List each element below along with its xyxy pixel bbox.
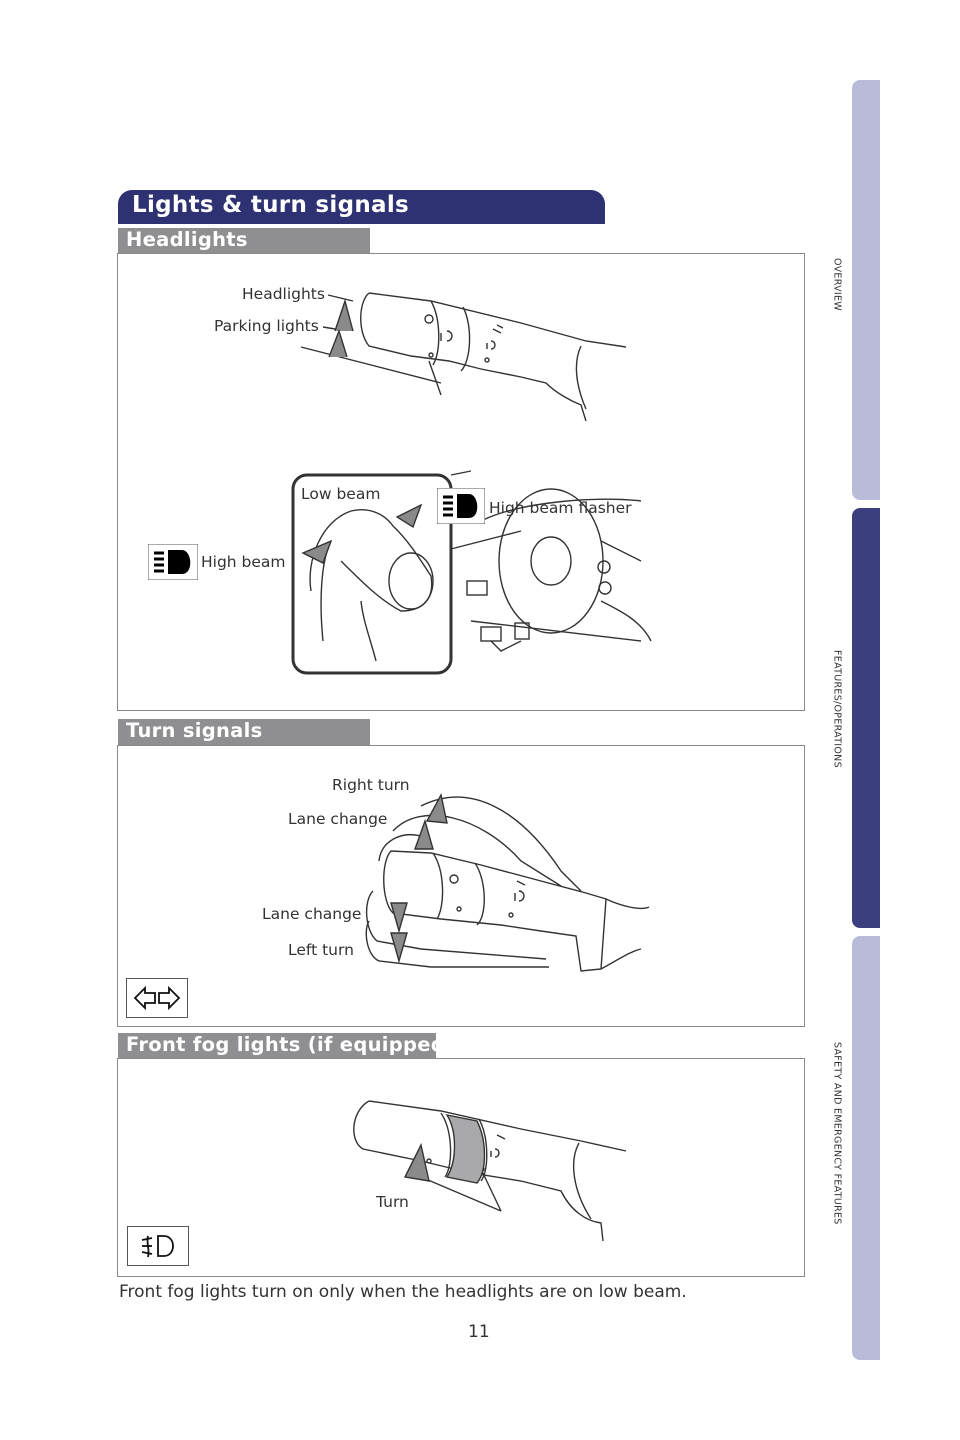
fog-light-illustration [118, 1059, 804, 1276]
turn-signal-illustration [118, 746, 804, 1026]
panel-turn-signals [117, 745, 805, 1027]
fog-light-note: Front fog lights turn on only when the headlights are on low beam. [119, 1282, 687, 1302]
page-number: 11 [468, 1322, 490, 1342]
label-high-beam: High beam [201, 553, 286, 571]
turn-signal-arrows-icon [127, 979, 187, 1017]
section-title-turn-signals: Turn signals [126, 719, 263, 742]
title-bar [118, 190, 605, 224]
side-tab-features[interactable] [852, 508, 880, 928]
panel-fog [117, 1058, 805, 1277]
section-title-headlights: Headlights [126, 228, 248, 251]
label-right-turn: Right turn [332, 776, 410, 794]
high-beam-icon [148, 544, 198, 580]
page-title: Lights & turn signals [132, 192, 410, 218]
section-header-turn-signals [118, 719, 370, 745]
label-low-beam: Low beam [301, 485, 381, 503]
side-label-safety: SAFETY AND EMERGENCY FEATURES [831, 1042, 843, 1225]
section-header-fog [118, 1033, 455, 1059]
side-tab-overview[interactable] [852, 80, 880, 500]
fog-light-icon-box [127, 1226, 189, 1266]
label-high-beam-flasher: High beam flasher [489, 499, 632, 517]
label-turn: Turn [376, 1193, 409, 1211]
high-beam-flasher-icon [437, 488, 485, 524]
section-header-headlights [118, 228, 370, 254]
label-left-turn: Left turn [288, 941, 354, 959]
side-label-features: FEATURES/OPERATIONS [831, 650, 843, 768]
section-title-fog: Front fog lights (if equipped) [126, 1033, 455, 1056]
front-fog-light-icon [128, 1227, 188, 1265]
side-tab-safety[interactable] [852, 936, 880, 1360]
side-label-overview: OVERVIEW [831, 258, 843, 311]
label-lane-change-down: Lane change [262, 905, 362, 923]
panel-headlights [117, 253, 805, 711]
label-parking-lights: Parking lights [214, 317, 319, 335]
turn-signal-icon-box [126, 978, 188, 1018]
label-lane-change-up: Lane change [288, 810, 388, 828]
label-headlights: Headlights [242, 285, 325, 303]
